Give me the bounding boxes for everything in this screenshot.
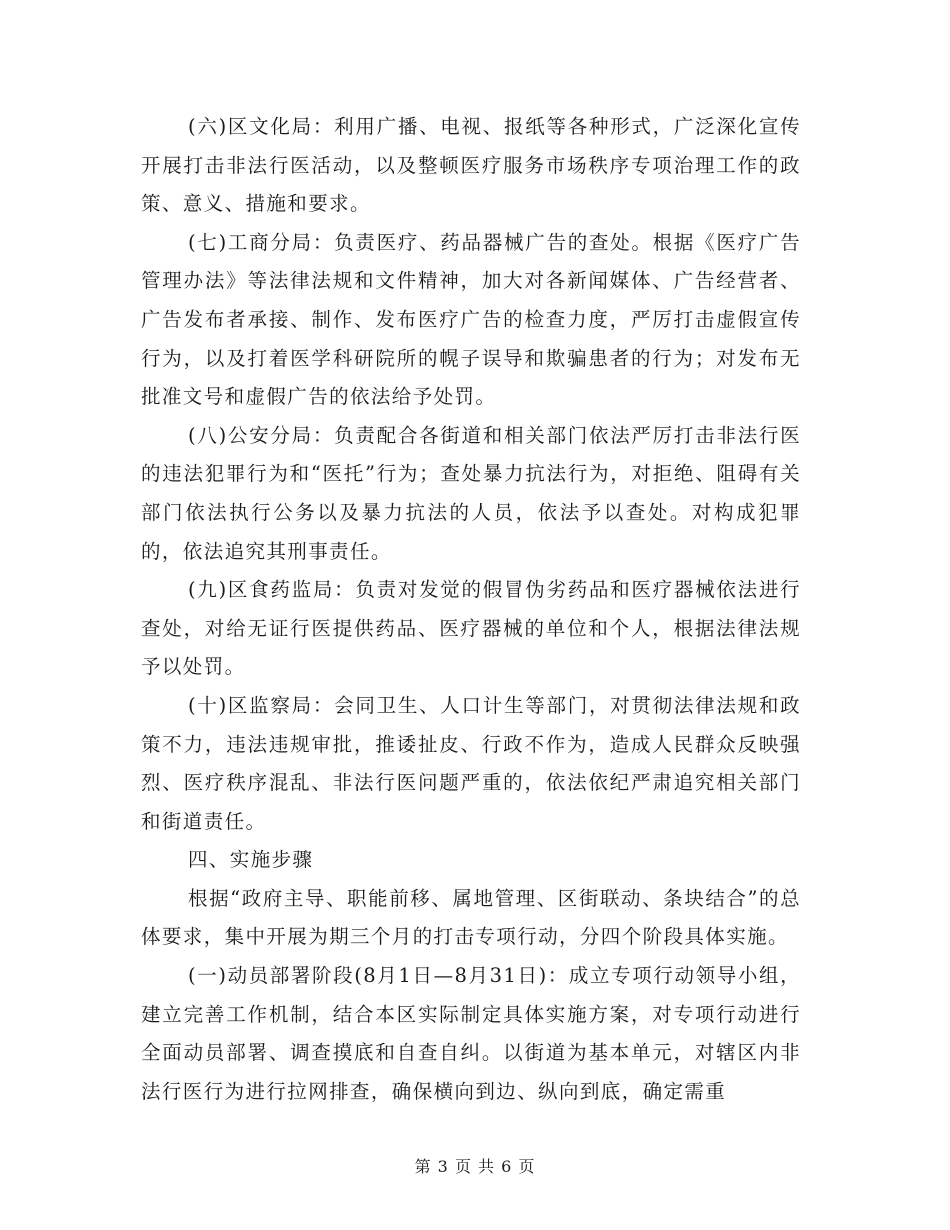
paragraph-food-drug-bureau: (九)区食药监局：负责对发觉的假冒伪劣药品和医疗器械依法进行查处，对给无证行医提供药品、医疗器械的单位和个人，根据法律法规予以处罚。	[141, 578, 801, 679]
page-label-mid: 页 共	[454, 1157, 496, 1176]
page-label-suffix: 页	[518, 1157, 536, 1176]
total-pages-number: 6	[501, 1157, 513, 1176]
page-number-footer	[0, 1154, 950, 1177]
paragraph-public-security-bureau: (八)公安分局：负责配合各街道和相关部门依法严厉打击非法行医的违法犯罪行为和“医托”行为；查处暴力抗法行为，对拒绝、阻碍有关部门依法执行公务以及暴力抗法的人员，依法予以查处。对构成犯罪的，依法追究其刑事责任。	[141, 423, 801, 563]
paragraph-culture-bureau: (六)区文化局：利用广播、电视、报纸等各种形式，广泛深化宣传开展打击非法行医活动，以及整顿医疗服务市场秩序专项治理工作的政策、意义、措施和要求。	[141, 115, 801, 216]
page-label-prefix: 第	[414, 1157, 432, 1176]
current-page-number: 3	[437, 1157, 449, 1176]
section-heading-implementation-steps: 四、实施步骤	[188, 848, 314, 872]
paragraph-general-requirements: 根据“政府主导、职能前移、属地管理、区街联动、条块结合”的总体要求，集中开展为期三个月的打击专项行动，分四个阶段具体实施。	[141, 886, 801, 949]
paragraph-supervision-bureau: (十)区监察局：会同卫生、人口计生等部门，对贯彻法律法规和政策不力，违法违规审批，推诿扯皮、行政不作为，造成人民群众反映强烈、医疗秩序混乱、非法行医问题严重的，依法依纪严肃追究相关部门和街道责任。	[141, 693, 801, 833]
paragraph-industry-commerce-bureau: (七)工商分局：负责医疗、药品器械广告的查处。根据《医疗广告管理办法》等法律法规和文件精神，加大对各新闻媒体、广告经营者、广告发布者承接、制作、发布医疗广告的检查力度，严厉打击虚假宣传行为，以及打着医学科研院所的幌子误导和欺骗患者的行为；对发布无批准文号和虚假广告的依法给予处罚。	[141, 230, 801, 409]
paragraph-mobilization-phase: (一)动员部署阶段(8月1日—8月31日)：成立专项行动领导小组，建立完善工作机制，结合本区实际制定具体实施方案，对专项行动进行全面动员部署、调查摸底和自查自纠。以街道为基本单元，对辖区内非法行医行为进行拉网排查，确保横向到边、纵向到底，确定需重	[141, 964, 801, 1103]
document-body	[141, 108, 801, 1111]
